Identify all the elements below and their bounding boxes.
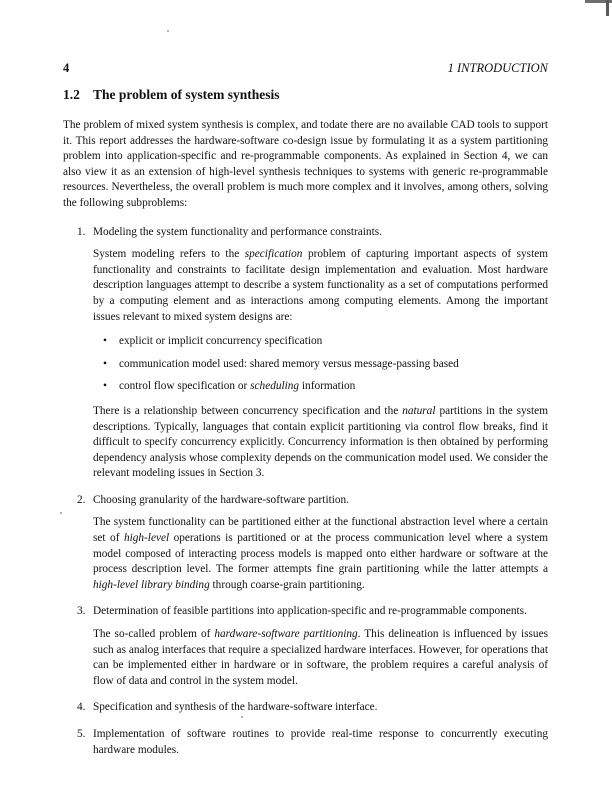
bullet-icon: • <box>103 380 107 393</box>
text-run: The system functionality can be partitioned either at the functional abstraction level where a certain set of <box>93 516 548 545</box>
issue-item <box>103 334 548 350</box>
emphasis: hardware-software partitioning <box>214 628 358 641</box>
text-run: control flow specification or <box>119 380 251 393</box>
bullet-icon: • <box>103 335 107 348</box>
section-title: The problem of system synthesis <box>93 87 280 102</box>
item-heading: Implementation of software routines to provide real-time response to concurrently executing hardware modules. <box>93 728 548 756</box>
bullet-icon: • <box>103 357 107 370</box>
text-run: problem of capturing important aspects of system functionality and constraints to facilitate design implementation and evaluation. Most hardware description languages attempt to describe a system functionality as a set of computations performed by a computing element and as interactions among computing elements. Among the important issues relevant to mixed system designs are: <box>93 248 549 323</box>
section-heading <box>63 87 280 103</box>
item-heading: Modeling the system functionality and performance constraints. <box>93 225 382 238</box>
emphasis: specification <box>244 248 303 261</box>
emphasis: scheduling <box>250 380 300 393</box>
item-number: 2. <box>77 493 86 506</box>
body-text <box>63 118 548 769</box>
subproblem-item <box>77 727 548 758</box>
item-number: 1. <box>77 225 86 238</box>
item-heading: Specification and synthesis of the hardware-software interface. <box>93 701 378 714</box>
emphasis: natural <box>402 404 436 417</box>
text-run: information <box>299 380 356 393</box>
subproblem-list <box>63 225 548 759</box>
text-run: explicit or implicit concurrency specification <box>119 335 323 348</box>
intro-paragraph: The problem of mixed system synthesis is complex, and todate there are no available CAD tools to support it. This report addresses the hardware-software co-design issue by formulating it as a system partitioning problem into application-specific and re-programmable components. As explained in Section 4, we can also view it as an extension of high-level synthesis techniques to systems with generic re-programmable resources. Nevertheless, the overall problem is much more complex and it involves, among others, solving the following subproblems: <box>63 119 548 209</box>
emphasis: high-level <box>123 532 170 545</box>
text-run: partitions in the system descriptions. Typically, languages that contain explicit partitioning via control flow breaks, find it difficult to specify concurrency explicitly. Concurrency information is then obtained by performing dependency analysis whose complexity depends on the communication model used. We consider the relevant modeling issues in Section 3. <box>93 404 548 480</box>
text-run: There is a relationship between concurrency specification and the <box>93 404 403 417</box>
text-run: communication model used: shared memory versus message-passing based <box>119 357 459 370</box>
scan-border-right <box>606 0 609 16</box>
item-followup <box>93 404 548 482</box>
scan-speck <box>167 30 169 32</box>
text-run: System modeling refers to the <box>93 248 245 261</box>
item-number: 4. <box>77 701 86 714</box>
emphasis: high-level library binding <box>93 578 210 591</box>
text-run: . This delineation is influenced by issues such as analog interfaces that require a specialized hardware interfaces. However, for operations that can be implemented either in hardware or in software, the problem requires a careful analysis of flow of data and control in the system model. <box>93 628 548 687</box>
text-run: operations is partitioned or at the process communication level where a system model composed of interacting process models is mapped onto either hardware or software at the process description level. The former attempts fine grain partitioning while the latter attempts a <box>93 532 549 576</box>
item-heading: Determination of feasible partitions into application-specific and re-programmable components. <box>93 605 527 618</box>
item-heading: Choosing granularity of the hardware-software partition. <box>93 493 349 506</box>
subproblem-item <box>77 700 548 716</box>
item-body <box>93 515 548 593</box>
subproblem-item <box>77 225 548 482</box>
issue-item <box>103 379 548 395</box>
chapter-title: 1 INTRODUCTION <box>447 61 548 75</box>
page-number: 4 <box>63 61 70 75</box>
text-run: The so-called problem of <box>93 628 215 641</box>
item-number: 3. <box>77 605 86 618</box>
issue-item <box>103 357 548 373</box>
scan-speck <box>60 512 62 514</box>
subproblem-item <box>77 604 548 689</box>
section-number: 1.2 <box>63 87 80 102</box>
subproblem-item <box>77 493 548 594</box>
issue-list <box>103 334 548 395</box>
item-number: 5. <box>77 728 86 740</box>
item-body <box>93 627 548 689</box>
text-run: through coarse-grain partitioning. <box>209 578 365 591</box>
item-body <box>93 247 548 325</box>
